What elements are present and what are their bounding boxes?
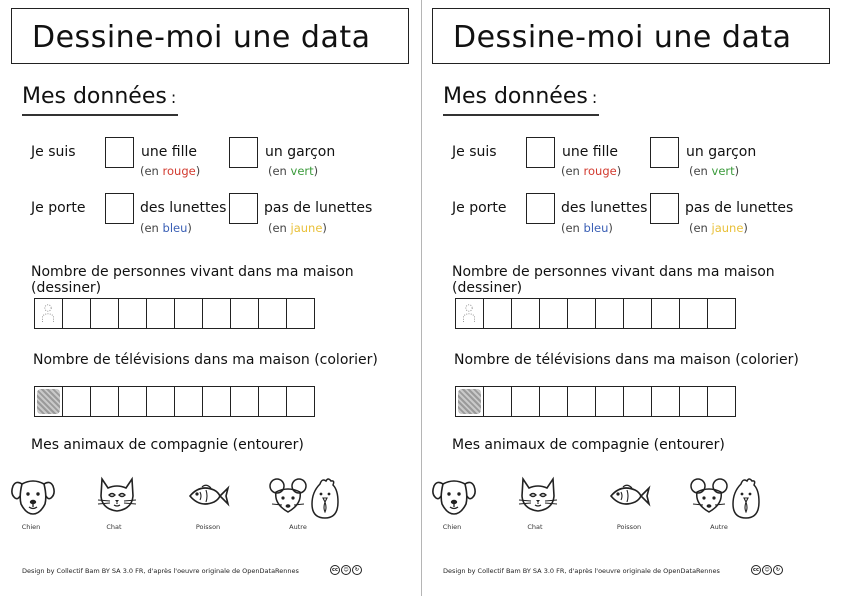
option-girl-label: une fille [141, 144, 198, 160]
worksheet-right [421, 0, 842, 596]
household-cell[interactable] [707, 298, 736, 329]
household-label: Nombre de personnes vivant dans ma maison (dessiner) [452, 264, 775, 296]
checkbox-girl[interactable] [105, 137, 134, 168]
option-no-glasses-label: pas de lunettes [264, 200, 373, 216]
household-cell[interactable] [483, 298, 512, 329]
household-label: Nombre de personnes vivant dans ma maison (dessiner) [31, 264, 354, 296]
pet-label: Poisson [616, 523, 642, 531]
option-glasses-label: des lunettes [561, 200, 648, 216]
checkbox-boy[interactable] [650, 137, 679, 168]
gender-prefix: Je suis [452, 144, 497, 160]
tv-cell[interactable] [679, 386, 708, 417]
household-cell[interactable] [118, 298, 147, 329]
tv-cell[interactable] [651, 386, 680, 417]
household-cell[interactable] [595, 298, 624, 329]
subtitle-colon: : [170, 88, 177, 107]
subtitle-text: Mes données [443, 84, 588, 109]
glasses-prefix: Je porte [452, 200, 507, 216]
tv-cell[interactable] [230, 386, 259, 417]
household-cell[interactable] [623, 298, 652, 329]
option-glasses-hint: (en bleu) [561, 221, 613, 235]
dog-icon[interactable] [431, 476, 477, 520]
tv-cell[interactable] [511, 386, 540, 417]
pet-label: Chien [442, 523, 462, 531]
page-title: Dessine-moi une data [32, 20, 371, 55]
tv-cell[interactable] [539, 386, 568, 417]
household-cell[interactable] [90, 298, 119, 329]
license-icons [751, 565, 783, 575]
subtitle-underline [22, 114, 178, 116]
household-cell[interactable] [202, 298, 231, 329]
tv-cell[interactable] [707, 386, 736, 417]
checkbox-no-glasses[interactable] [650, 193, 679, 224]
tv-cell[interactable] [202, 386, 231, 417]
option-no-glasses-hint: (en jaune) [689, 221, 748, 235]
pet-label: Chien [21, 523, 41, 531]
dotted-person-icon [462, 303, 476, 323]
glasses-prefix: Je porte [31, 200, 86, 216]
checkbox-no-glasses[interactable] [229, 193, 258, 224]
fish-icon[interactable] [186, 482, 230, 514]
household-cell[interactable] [651, 298, 680, 329]
option-no-glasses-label: pas de lunettes [685, 200, 794, 216]
household-cells [455, 298, 735, 329]
household-cells [34, 298, 314, 329]
tv-cell[interactable] [483, 386, 512, 417]
checkbox-glasses[interactable] [526, 193, 555, 224]
household-cell[interactable] [34, 298, 63, 329]
tv-label: Nombre de télévisions dans ma maison (colorier) [454, 352, 799, 368]
page-title: Dessine-moi une data [453, 20, 792, 55]
gender-prefix: Je suis [31, 144, 76, 160]
license-cc-icon: cc [751, 565, 761, 575]
tv-cell[interactable] [258, 386, 287, 417]
title-box [11, 8, 409, 64]
tv-label: Nombre de télévisions dans ma maison (colorier) [33, 352, 378, 368]
license-cc-icon: cc [330, 565, 340, 575]
pet-label: Chat [527, 523, 543, 531]
tv-cell[interactable] [567, 386, 596, 417]
tv-cells [455, 386, 735, 417]
pet-label: Autre [289, 523, 307, 531]
pet-label: Autre [710, 523, 728, 531]
option-glasses-hint: (en bleu) [140, 221, 192, 235]
household-cell[interactable] [230, 298, 259, 329]
household-cell[interactable] [258, 298, 287, 329]
colored-example-fill [458, 389, 481, 414]
tv-cell[interactable] [146, 386, 175, 417]
subtitle-colon: : [591, 88, 598, 107]
license-sa-icon: ↻ [773, 565, 783, 575]
household-cell[interactable] [511, 298, 540, 329]
tv-cell[interactable] [174, 386, 203, 417]
pets-label: Mes animaux de compagnie (entourer) [452, 437, 725, 453]
tv-cell[interactable] [118, 386, 147, 417]
license-by-icon: ☺ [762, 565, 772, 575]
option-girl-hint: (en rouge) [561, 164, 622, 178]
checkbox-girl[interactable] [526, 137, 555, 168]
option-boy-hint: (en vert) [268, 164, 319, 178]
footer-credit: Design by Collectif Bam BY SA 3.0 FR, d'après l'oeuvre originale de OpenDataRennes [443, 567, 720, 575]
option-girl-hint: (en rouge) [140, 164, 201, 178]
option-no-glasses-hint: (en jaune) [268, 221, 327, 235]
option-boy-label: un garçon [686, 144, 757, 160]
household-cell[interactable] [539, 298, 568, 329]
option-boy-hint: (en vert) [689, 164, 740, 178]
tv-cell[interactable] [623, 386, 652, 417]
household-cell[interactable] [174, 298, 203, 329]
tv-cell[interactable] [34, 386, 63, 417]
tv-cell[interactable] [595, 386, 624, 417]
mouse-and-chicken-icon[interactable] [268, 476, 340, 524]
subtitle-text: Mes données [22, 84, 167, 109]
tv-cell[interactable] [286, 386, 315, 417]
pet-label: Chat [106, 523, 122, 531]
dog-icon[interactable] [10, 476, 56, 520]
colored-example-fill [37, 389, 60, 414]
option-boy-label: un garçon [265, 144, 336, 160]
option-girl-label: une fille [562, 144, 619, 160]
option-glasses-label: des lunettes [140, 200, 227, 216]
dotted-person-icon [41, 303, 55, 323]
subtitle-underline [443, 114, 599, 116]
title-box [432, 8, 830, 64]
section-subtitle [443, 84, 597, 109]
household-cell[interactable] [567, 298, 596, 329]
tv-cells [34, 386, 314, 417]
checkbox-glasses[interactable] [105, 193, 134, 224]
tv-cell[interactable] [90, 386, 119, 417]
pet-label: Poisson [195, 523, 221, 531]
household-cell[interactable] [286, 298, 315, 329]
checkbox-boy[interactable] [229, 137, 258, 168]
section-subtitle [22, 84, 176, 109]
fish-icon[interactable] [607, 482, 651, 514]
pets-label: Mes animaux de compagnie (entourer) [31, 437, 304, 453]
household-cell[interactable] [146, 298, 175, 329]
cat-icon[interactable] [517, 476, 559, 518]
license-icons [330, 565, 362, 575]
household-cell[interactable] [679, 298, 708, 329]
household-cell[interactable] [455, 298, 484, 329]
tv-cell[interactable] [455, 386, 484, 417]
footer-credit: Design by Collectif Bam BY SA 3.0 FR, d'après l'oeuvre originale de OpenDataRennes [22, 567, 299, 575]
cat-icon[interactable] [96, 476, 138, 518]
license-sa-icon: ↻ [352, 565, 362, 575]
household-cell[interactable] [62, 298, 91, 329]
tv-cell[interactable] [62, 386, 91, 417]
mouse-and-chicken-icon[interactable] [689, 476, 761, 524]
license-by-icon: ☺ [341, 565, 351, 575]
